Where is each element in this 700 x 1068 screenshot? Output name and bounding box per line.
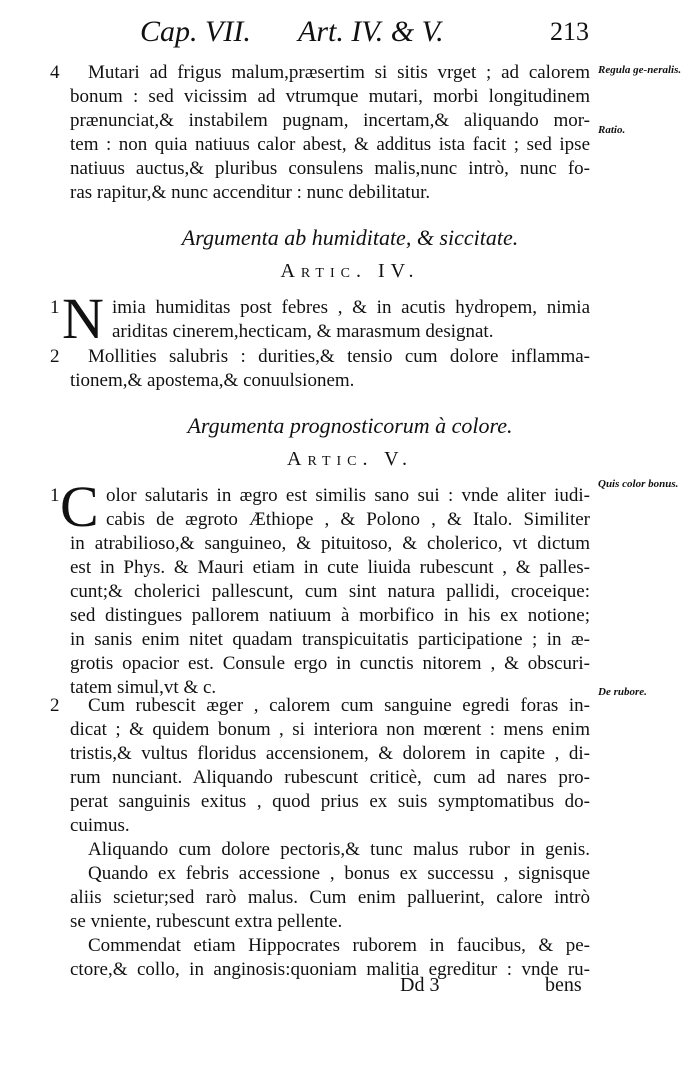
text-line: cunt;& cholerici pallescunt, cum sint natura pallidi, croceique:	[70, 581, 590, 602]
marginal-note-ratio: Ratio.	[598, 124, 626, 136]
text-line: Cum rubescit æger , calorem cum sanguine egredi foras in-	[88, 695, 590, 716]
text-line: prænunciat,& instabilem pugnam, incertam,& aliquando mor-	[70, 110, 590, 131]
text-line: grotis opacior est. Consule ergo in cunctis nitorem , & obscuri-	[70, 653, 590, 674]
paragraph-number: 2	[50, 346, 60, 367]
text-line: Mutari ad frigus malum,præsertim si sitis vrget ; ad calorem	[88, 62, 590, 83]
text-line: in atrabilioso,& sanguineo, & pituitoso, & cholerico, vt dictum	[70, 533, 590, 554]
article-label: Artic. V.	[287, 448, 413, 470]
marginal-note-regula: Regula ge-neralis.	[598, 64, 682, 76]
section-heading: Argumenta ab humiditate, & siccitate.	[181, 225, 519, 250]
catchword: bens	[545, 974, 582, 996]
page-number: 213	[550, 17, 589, 46]
text-line: dicat ; & quidem bonum , si interiora non mœrent : mens enim	[70, 719, 590, 740]
running-head	[140, 12, 600, 52]
articles-label: Art. IV. & V.	[298, 15, 444, 48]
text-line: Aliquando cum dolore pectoris,& tunc malus rubor in genis.	[88, 839, 590, 860]
text-line: tem : non quia natiuus calor abest, & additus ista facit ; sed ipse	[70, 134, 590, 155]
article-label: Artic. IV.	[280, 260, 420, 282]
text-line: tristis,& vultus floridus accensionem, & dolorem in capite , di-	[70, 743, 590, 764]
text-line: olor salutaris in ægro est similis sano sui : vnde aliter iudi-	[106, 485, 590, 506]
marginal-note-de-rubore: De rubore.	[598, 686, 647, 698]
drop-cap-initial: C	[60, 474, 99, 539]
text-line: natiuus auctus,& pluribus consulens malis,nunc intrò, nunc fo-	[70, 158, 590, 179]
text-line: sed distingues pallorem natiuum à morbifico in his ex notione;	[70, 605, 590, 626]
marginal-note-quis-color: Quis color bonus.	[598, 478, 679, 490]
text-line: ariditas cinerem,hecticam, & marasmum designat.	[112, 321, 494, 342]
paragraph-number: 2	[50, 695, 60, 716]
text-line: Mollities salubris : durities,& tensio cum dolore inflamma-	[88, 346, 590, 367]
text-line: tionem,& apostema,& conuulsionem.	[70, 370, 355, 391]
paragraph-number: 4	[50, 62, 60, 83]
signature-mark: Dd 3	[400, 974, 440, 996]
text-line: se vniente, rubescunt extra pellente.	[70, 911, 343, 932]
text-line: est in Phys. & Mauri etiam in cute liuida rubescunt , & palles-	[70, 557, 590, 578]
text-line: ctore,& collo, in anginosis:quoniam malitia egreditur : vnde ru-	[70, 959, 590, 980]
text-line: cuimus.	[70, 815, 130, 836]
text-line: bonum : sed vicissim ad vtrumque mutari, morbi longitudinem	[70, 86, 590, 107]
text-line: cabis de ægroto Æthiope , & Polono , & Italo. Similiter	[106, 509, 590, 530]
text-line: perat sanguinis exitus , quod prius ex suis symptomatibus do-	[70, 791, 590, 812]
text-line: in sanis enim nitet quadam transpicuitatis participatione ; in æ-	[70, 629, 590, 650]
text-line: aliis scietur;sed rarò malus. Cum enim palluerint, calore intrò	[70, 887, 590, 908]
drop-cap-initial: N	[62, 286, 104, 351]
text-line: tatem simul,vt & c.	[70, 677, 217, 698]
section-heading: Argumenta prognosticorum à colore.	[187, 413, 513, 438]
text-line: Quando ex febris accessione , bonus ex successu , signisque	[88, 863, 590, 884]
paragraph-number: 1	[50, 485, 60, 506]
text-line: imia humiditas post febres , & in acutis hydropem, nimia	[112, 297, 590, 318]
chapter-label: Cap. VII.	[140, 15, 251, 48]
text-line: ras rapitur,& nunc accenditur : nunc debilitatur.	[70, 182, 431, 203]
text-line: rum nunciant. Aliquando rubescunt criticè, cum ad nares pro-	[70, 767, 590, 788]
text-line: Commendat etiam Hippocrates ruborem in faucibus, & pe-	[88, 935, 590, 956]
paragraph-number: 1	[50, 297, 60, 318]
